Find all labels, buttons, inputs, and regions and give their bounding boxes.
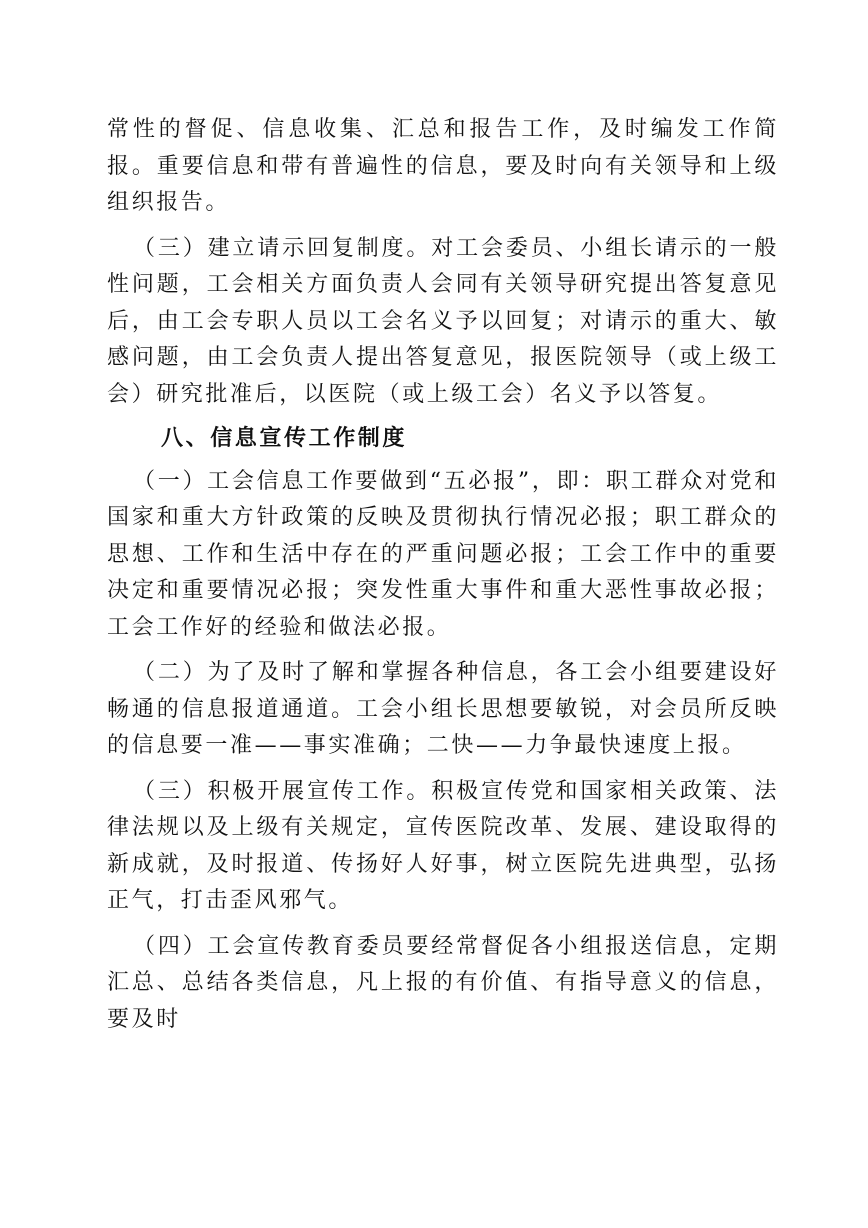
- paragraph-publicity-work: （三）积极开展宣传工作。积极宣传党和国家相关政策、法律法规以及上级有关规定，宣传医院改革、发展、建设取得的新成就，及时报道、传扬好人好事，树立医院先进典型，弘扬正气，打击歪风邪气。: [107, 778, 779, 913]
- section-heading-info-publicity: 八、信息宣传工作制度: [161, 425, 408, 451]
- paragraph-info-reporting-continued: 常性的督促、信息收集、汇总和报告工作，及时编发工作简报。重要信息和带有普遍性的信息，要及时向有关领导和上级组织报告。: [107, 117, 779, 215]
- paragraph-publicity-committee: （四）工会宣传教育委员要经常督促各小组报送信息，定期汇总、总结各类信息，凡上报的有价值、有指导意义的信息，要及时: [107, 933, 779, 1032]
- paragraph-info-channels: （二）为了及时了解和掌握各种信息，各工会小组要建设好畅通的信息报道通道。工会小组长思想要敏锐，对会员所反映的信息要一准——事实准确；二快——力争最快速度上报。: [107, 660, 779, 758]
- paragraph-request-reply-system: （三）建立请示回复制度。对工会委员、小组长请示的一般性问题，工会相关方面负责人会同有关领导研究提出答复意见后，由工会专职人员以工会名义予以回复；对请示的重大、敏感问题，由工会负责人提出答复意见，报医院领导（或上级工会）研究批准后，以医院（或上级工会）名义予以答复。: [107, 235, 779, 407]
- paragraph-five-must-report: （一）工会信息工作要做到“五必报”，即：职工群众对党和国家和重大方针政策的反映及贯彻执行情况必报；职工群众的思想、工作和生活中存在的严重问题必报；工会工作中的重要决定和重要情况必报；突发性重大事件和重大恶性事故必报；工会工作好的经验和做法必报。: [107, 468, 779, 640]
- document-body: [107, 112, 779, 1038]
